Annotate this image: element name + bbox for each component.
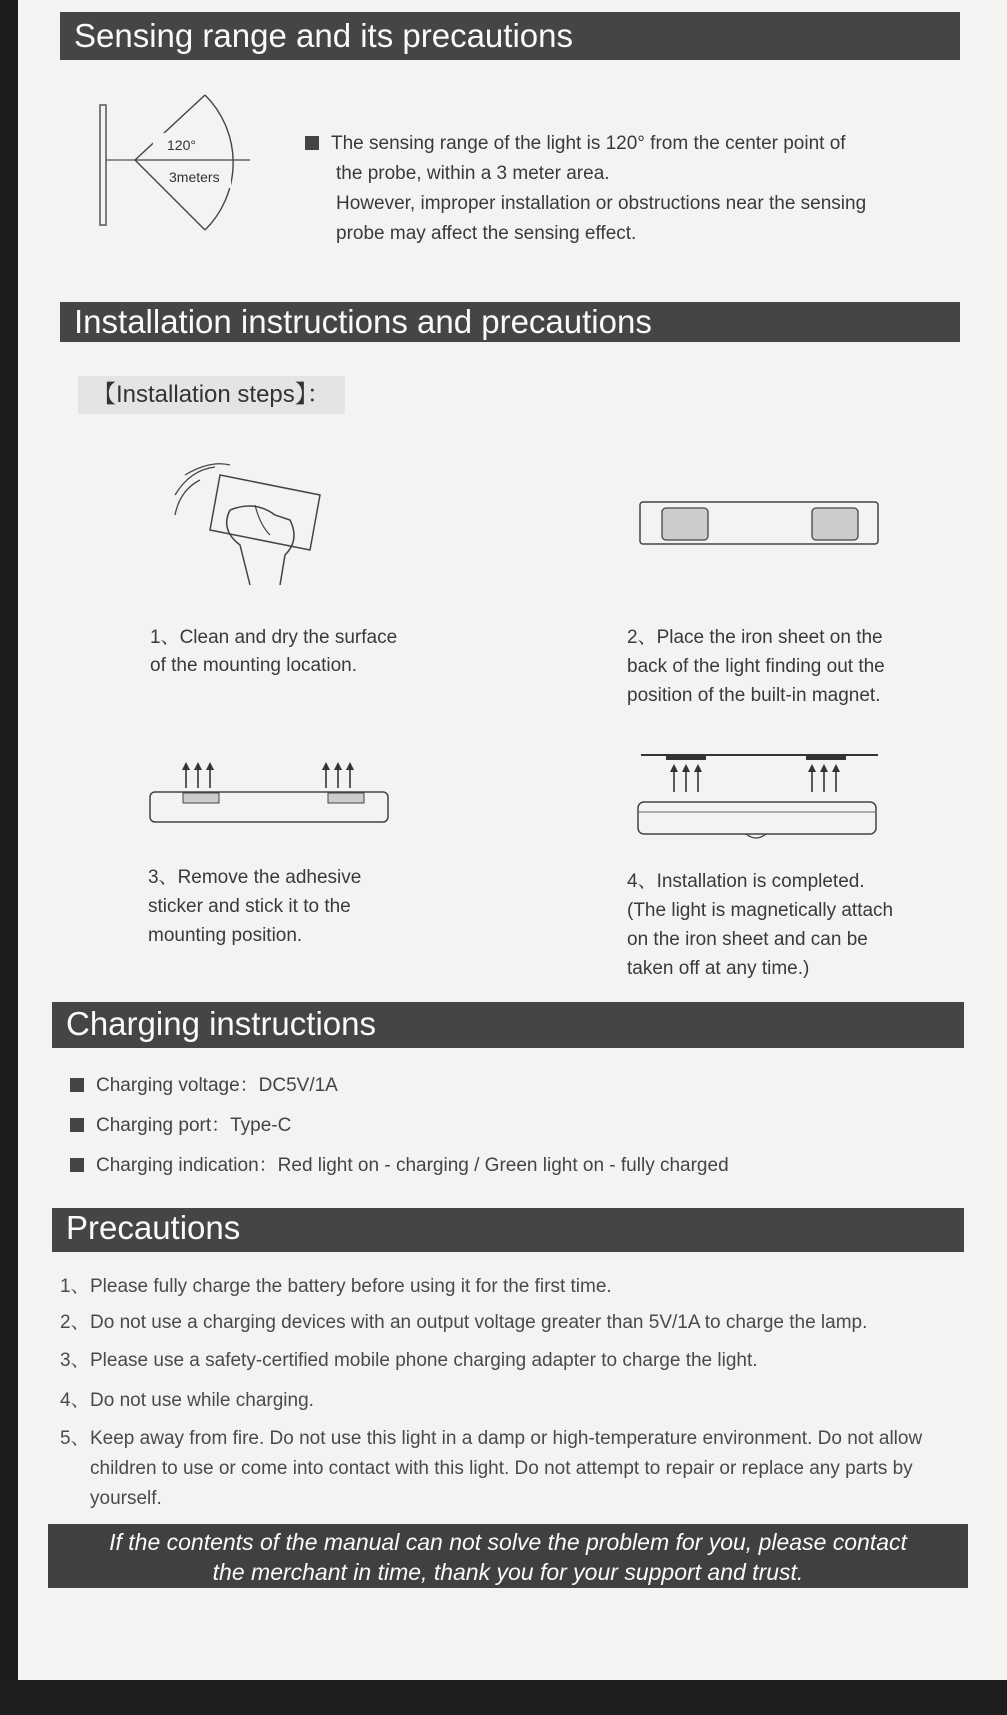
adhesive-sticker-illustration	[148, 762, 393, 824]
sensing-section-header: Sensing range and its precautions	[60, 12, 960, 60]
sensing-line-1: The sensing range of the light is 120° from the center point of	[305, 130, 846, 158]
sensing-line-3: However, improper installation or obstructions near the sensing	[336, 193, 867, 214]
charging-voltage: Charging voltage：DC5V/1A	[70, 1072, 338, 1100]
step-3-line-1: 3、Remove the adhesive	[148, 867, 362, 888]
banner-line-2: the merchant in time, thank you for your support and trust.	[212, 1559, 804, 1585]
bullet-square-icon	[70, 1078, 84, 1092]
step-4-line-3: on the iron sheet and can be	[627, 929, 868, 950]
banner-line-1: If the contents of the manual can not solve the problem for you, please contact	[109, 1529, 907, 1555]
photo-background-left	[0, 0, 18, 1715]
precaution-item-5: 5、 Keep away from fire. Do not use this light in a damp or high-temperature environment. Do not allow children to use or come into contact with this light. Do not attempt to repair or replace any parts by yourself.	[60, 1428, 923, 1509]
charging-indication: Charging indication：Red light on - charging / Green light on - fully charged	[70, 1152, 729, 1180]
step-2-line-3: position of the built-in magnet.	[627, 685, 881, 706]
iron-sheet-magnet-illustration	[638, 500, 883, 548]
photo-background-bottom	[0, 1680, 1007, 1715]
sensing-range-diagram	[95, 90, 265, 240]
sensing-line-4: probe may affect the sensing effect.	[336, 223, 637, 244]
step-2-line-1: 2、Place the iron sheet on the	[627, 627, 883, 648]
sensing-line-2: the probe, within a 3 meter area.	[336, 163, 610, 184]
wiping-hand-illustration	[170, 455, 330, 590]
step-3-line-3: mounting position.	[148, 925, 303, 946]
step-4-line-4: taken off at any time.)	[627, 958, 810, 979]
step-1-line-2: of the mounting location.	[150, 655, 358, 676]
bullet-square-icon	[70, 1158, 84, 1172]
step-4-line-2: (The light is magnetically attach	[627, 900, 894, 921]
precaution-item-1: 1、Please fully charge the battery before using it for the first time.	[60, 1276, 612, 1297]
precaution-item-3: 3、Please use a safety-certified mobile phone charging adapter to charge the light.	[60, 1350, 758, 1371]
step-4-line-1: 4、Installation is completed.	[627, 871, 865, 892]
installation-steps-label: 【Installation steps】：	[78, 376, 345, 414]
bullet-square-icon	[305, 136, 319, 150]
step-1-line-1: 1、Clean and dry the surface	[150, 627, 398, 648]
step-3-line-2: sticker and stick it to the	[148, 896, 351, 917]
bullet-square-icon	[70, 1118, 84, 1132]
diagram-distance-label: 3meters	[169, 169, 220, 185]
precaution-item-4: 4、Do not use while charging.	[60, 1390, 314, 1411]
diagram-angle-label: 120°	[167, 137, 196, 153]
contact-merchant-banner	[48, 1524, 968, 1588]
installation-section-header: Installation instructions and precautions	[60, 302, 960, 342]
charging-port: Charging port：Type-C	[70, 1112, 291, 1140]
precautions-section-header: Precautions	[52, 1208, 964, 1252]
installed-light-illustration	[636, 750, 881, 842]
charging-section-header: Charging instructions	[52, 1002, 964, 1048]
step-2-line-2: back of the light finding out the	[627, 656, 885, 677]
precaution-item-2: 2、Do not use a charging devices with an output voltage greater than 5V/1A to charge the lamp.	[60, 1312, 868, 1333]
